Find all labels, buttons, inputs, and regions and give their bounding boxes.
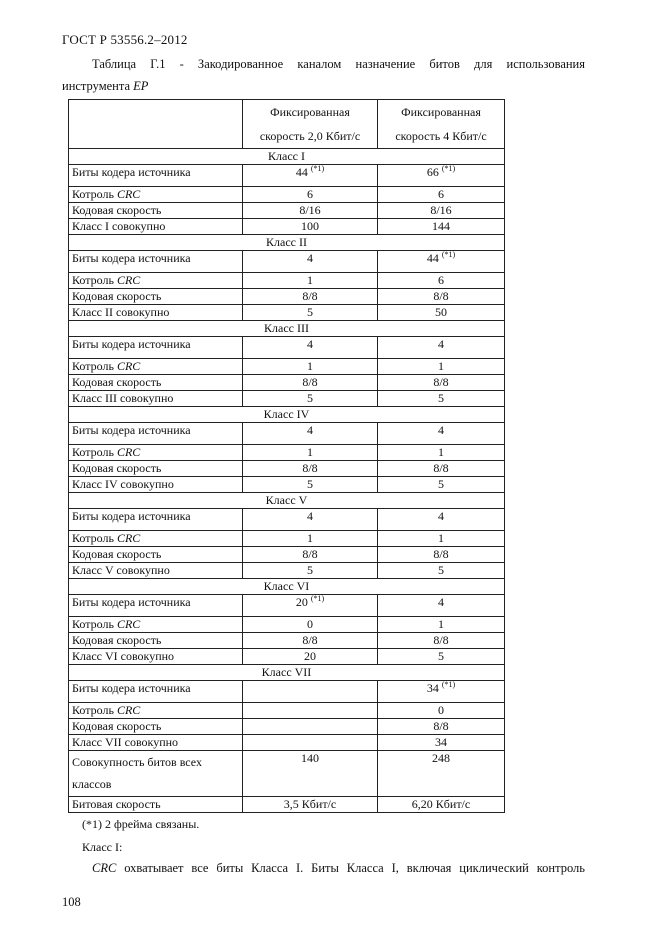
cell-value: 1 — [438, 531, 444, 545]
value-2kbps — [243, 359, 378, 375]
value-2kbps — [243, 719, 378, 735]
value-4kbps — [378, 273, 505, 289]
source-bits-row — [69, 337, 505, 359]
footnote-mark: (*1) — [441, 164, 456, 173]
code-rate-row — [69, 719, 505, 735]
crc-label-italic: CRC — [116, 187, 141, 201]
row-label: Биты кодера источника — [69, 595, 243, 617]
cell-value: 20 — [304, 649, 316, 663]
code-rate-row — [69, 461, 505, 477]
page-number: 108 — [62, 895, 81, 909]
crc-label-italic: CRC — [116, 617, 141, 631]
value-2kbps — [243, 633, 378, 649]
cell-value: 4 — [438, 595, 444, 609]
table-caption-continued — [62, 79, 148, 94]
value-4kbps — [378, 305, 505, 321]
footnote-mark: (*1) — [310, 594, 325, 603]
code-rate-row — [69, 633, 505, 649]
all-classes-total-row — [69, 751, 505, 797]
caption-ep: EP — [133, 79, 149, 93]
value-4kbps — [378, 477, 505, 493]
value-4kbps — [378, 735, 505, 751]
value-2kbps — [243, 219, 378, 235]
value-2kbps — [243, 187, 378, 203]
cell-value: 4 — [307, 423, 313, 437]
crc-label-italic: CRC — [116, 359, 141, 373]
value-2kbps — [243, 165, 378, 187]
row-label: Класс IV совокупно — [69, 477, 243, 493]
cell-value: 8/8 — [302, 461, 318, 475]
cell-value: 1 — [438, 359, 444, 373]
table-header-row — [69, 100, 505, 149]
cell-value: 6 — [307, 187, 313, 201]
cell-value: 5 — [307, 563, 313, 577]
crc-label-text: Котроль — [72, 359, 117, 373]
cell-value: 3,5 Кбит/с — [283, 797, 337, 811]
row-label: Биты кодера источника — [69, 681, 243, 703]
value-4kbps — [378, 595, 505, 617]
class-total-row — [69, 649, 505, 665]
value-4kbps — [378, 531, 505, 547]
cell-value: 34 — [435, 735, 447, 749]
row-label — [69, 531, 243, 547]
class-title: Класс VII — [69, 665, 505, 681]
value-2kbps — [243, 563, 378, 579]
value-2kbps — [243, 797, 378, 813]
class-title: Класс IV — [69, 407, 505, 423]
footnote-mark: (*1) — [441, 680, 456, 689]
row-label: Кодовая скорость — [69, 375, 243, 391]
cell-value: 0 — [307, 617, 313, 631]
row-label — [69, 617, 243, 633]
value-4kbps — [378, 681, 505, 703]
cell-value: 44 — [295, 165, 308, 179]
value-2kbps — [243, 423, 378, 445]
value-2kbps — [243, 391, 378, 407]
cell-value: 4 — [438, 423, 444, 437]
class-total-row — [69, 735, 505, 751]
row-label — [69, 187, 243, 203]
row-label: Биты кодера источника — [69, 165, 243, 187]
code-rate-row — [69, 289, 505, 305]
cell-value: 8/8 — [433, 461, 449, 475]
crc-row — [69, 273, 505, 289]
cell-value: 6 — [438, 187, 444, 201]
value-2kbps — [243, 649, 378, 665]
value-4kbps — [378, 461, 505, 477]
value-2kbps — [243, 509, 378, 531]
value-4kbps — [378, 423, 505, 445]
class-total-row — [69, 391, 505, 407]
row-label: Биты кодера источника — [69, 509, 243, 531]
value-4kbps — [378, 445, 505, 461]
row-label: Кодовая скорость — [69, 203, 243, 219]
cell-value: 6,20 Кбит/с — [411, 797, 471, 811]
value-4kbps — [378, 187, 505, 203]
value-2kbps — [243, 251, 378, 273]
row-label: Кодовая скорость — [69, 633, 243, 649]
value-2kbps — [243, 305, 378, 321]
footnote-mark: (*1) — [441, 250, 456, 259]
value-2kbps — [243, 273, 378, 289]
value-2kbps — [243, 203, 378, 219]
value-2kbps — [243, 375, 378, 391]
row-label: Биты кодера источника — [69, 423, 243, 445]
value-4kbps — [378, 703, 505, 719]
class-section-row — [69, 493, 505, 509]
value-2kbps — [243, 477, 378, 493]
value-4kbps — [378, 391, 505, 407]
code-rate-row — [69, 547, 505, 563]
cell-value: 50 — [435, 305, 447, 319]
cell-value: 8/16 — [299, 203, 321, 217]
crc-label-italic: CRC — [116, 273, 141, 287]
cell-value: 4 — [438, 509, 444, 523]
cell-value: 144 — [432, 219, 450, 233]
crc-term: CRC — [92, 861, 117, 875]
caption-text: инструмента — [62, 79, 134, 93]
cell-value: 4 — [307, 337, 313, 351]
cell-value: 248 — [432, 751, 450, 765]
crc-label-italic: CRC — [116, 703, 141, 717]
row-label: Кодовая скорость — [69, 461, 243, 477]
cell-value: 1 — [307, 445, 313, 459]
footnote-mark: (*1) — [310, 164, 325, 173]
code-rate-row — [69, 375, 505, 391]
cell-value: 1 — [438, 445, 444, 459]
value-4kbps — [378, 337, 505, 359]
cell-value: 44 — [426, 251, 439, 265]
class-title: Класс III — [69, 321, 505, 337]
value-4kbps — [378, 563, 505, 579]
source-bits-row — [69, 595, 505, 617]
value-4kbps — [378, 203, 505, 219]
value-4kbps — [378, 251, 505, 273]
header-col-4kbps: Фиксированная скорость 4 Кбит/с — [378, 100, 505, 149]
row-label — [69, 273, 243, 289]
source-bits-row — [69, 681, 505, 703]
crc-row — [69, 617, 505, 633]
cell-value: 8/16 — [430, 203, 452, 217]
cell-value: 8/8 — [433, 289, 449, 303]
value-4kbps — [378, 547, 505, 563]
row-label: Битовая скорость — [69, 797, 243, 813]
class-section-row — [69, 579, 505, 595]
row-label — [69, 359, 243, 375]
class-total-row — [69, 219, 505, 235]
crc-row — [69, 703, 505, 719]
label-line: Совокупность битов всех — [72, 755, 202, 769]
value-2kbps — [243, 547, 378, 563]
cell-value: 5 — [438, 649, 444, 663]
value-4kbps — [378, 509, 505, 531]
value-2kbps — [243, 595, 378, 617]
crc-label-text: Котроль — [72, 445, 117, 459]
cell-value: 4 — [307, 251, 313, 265]
cell-value: 4 — [438, 337, 444, 351]
crc-label-text: Котроль — [72, 273, 117, 287]
class-i-note: Класс I: — [82, 840, 123, 854]
row-label: Класс V совокупно — [69, 563, 243, 579]
value-2kbps — [243, 337, 378, 359]
row-label: Кодовая скорость — [69, 719, 243, 735]
cell-value: 5 — [307, 391, 313, 405]
class-title: Класс V — [69, 493, 505, 509]
cell-value: 5 — [438, 391, 444, 405]
value-4kbps — [378, 797, 505, 813]
row-label: Класс VI совокупно — [69, 649, 243, 665]
class-title: Класс I — [69, 149, 505, 165]
value-4kbps — [378, 375, 505, 391]
value-2kbps — [243, 617, 378, 633]
value-2kbps — [243, 289, 378, 305]
cell-value: 1 — [438, 617, 444, 631]
crc-row — [69, 359, 505, 375]
value-2kbps — [243, 735, 378, 751]
bit-allocation-table — [68, 99, 505, 813]
value-4kbps — [378, 719, 505, 735]
header-empty-cell — [69, 100, 243, 149]
crc-label-text: Котроль — [72, 703, 117, 717]
class-section-row — [69, 321, 505, 337]
cell-value: 140 — [301, 751, 319, 765]
cell-value: 0 — [438, 703, 444, 717]
crc-row — [69, 445, 505, 461]
cell-value: 34 — [426, 681, 439, 695]
class-section-row — [69, 149, 505, 165]
class-total-row — [69, 477, 505, 493]
cell-value: 1 — [307, 359, 313, 373]
row-label — [69, 703, 243, 719]
cell-value: 4 — [307, 509, 313, 523]
source-bits-row — [69, 165, 505, 187]
value-2kbps — [243, 703, 378, 719]
value-4kbps — [378, 751, 505, 797]
class-section-row — [69, 407, 505, 423]
cell-value: 5 — [307, 305, 313, 319]
crc-row — [69, 187, 505, 203]
row-label: Биты кодера источника — [69, 251, 243, 273]
class-section-row — [69, 665, 505, 681]
cell-value: 8/8 — [433, 547, 449, 561]
value-2kbps — [243, 461, 378, 477]
value-4kbps — [378, 649, 505, 665]
cell-value: 6 — [438, 273, 444, 287]
value-2kbps — [243, 751, 378, 797]
value-4kbps — [378, 219, 505, 235]
crc-label-italic: CRC — [116, 445, 141, 459]
value-4kbps — [378, 165, 505, 187]
bitrate-row — [69, 797, 505, 813]
crc-text: охватывает все биты Класса I. Биты Класса I, включая циклический контроль — [116, 861, 585, 875]
cell-value: 8/8 — [302, 375, 318, 389]
source-bits-row — [69, 423, 505, 445]
value-4kbps — [378, 289, 505, 305]
code-rate-row — [69, 203, 505, 219]
cell-value: 8/8 — [433, 719, 449, 733]
value-2kbps — [243, 531, 378, 547]
row-label — [69, 751, 243, 797]
cell-value: 5 — [307, 477, 313, 491]
cell-value: 20 — [295, 595, 308, 609]
class-total-row — [69, 305, 505, 321]
class-total-row — [69, 563, 505, 579]
class-title: Класс VI — [69, 579, 505, 595]
document-header: ГОСТ Р 53556.2–2012 — [62, 32, 188, 47]
row-label: Биты кодера источника — [69, 337, 243, 359]
value-4kbps — [378, 633, 505, 649]
table-caption: Таблица Г.1 - Закодированное каналом назначение битов для использования — [92, 57, 585, 71]
cell-value: 8/8 — [433, 375, 449, 389]
cell-value: 8/8 — [302, 633, 318, 647]
footnote: (*1) 2 фрейма связаны. — [82, 817, 200, 831]
cell-value: 8/8 — [302, 289, 318, 303]
cell-value: 66 — [426, 165, 439, 179]
row-label: Класс III совокупно — [69, 391, 243, 407]
value-2kbps — [243, 445, 378, 461]
crc-label-italic: CRC — [116, 531, 141, 545]
cell-value: 100 — [301, 219, 319, 233]
cell-value: 5 — [438, 563, 444, 577]
crc-label-text: Котроль — [72, 617, 117, 631]
cell-value: 5 — [438, 477, 444, 491]
label-line: классов — [72, 777, 112, 791]
row-label: Класс II совокупно — [69, 305, 243, 321]
row-label: Класс VII совокупно — [69, 735, 243, 751]
source-bits-row — [69, 509, 505, 531]
row-label: Кодовая скорость — [69, 547, 243, 563]
crc-label-text: Котроль — [72, 531, 117, 545]
class-section-row — [69, 235, 505, 251]
row-label: Класс I совокупно — [69, 219, 243, 235]
cell-value: 1 — [307, 273, 313, 287]
cell-value: 1 — [307, 531, 313, 545]
header-col-2kbps: Фиксированная скорость 2,0 Кбит/с — [243, 100, 378, 149]
cell-value: 8/8 — [433, 633, 449, 647]
value-2kbps — [243, 681, 378, 703]
value-4kbps — [378, 359, 505, 375]
crc-paragraph — [92, 861, 585, 876]
row-label — [69, 445, 243, 461]
cell-value: 8/8 — [302, 547, 318, 561]
source-bits-row — [69, 251, 505, 273]
crc-row — [69, 531, 505, 547]
crc-label-text: Котроль — [72, 187, 117, 201]
class-title: Класс II — [69, 235, 505, 251]
row-label: Кодовая скорость — [69, 289, 243, 305]
value-4kbps — [378, 617, 505, 633]
